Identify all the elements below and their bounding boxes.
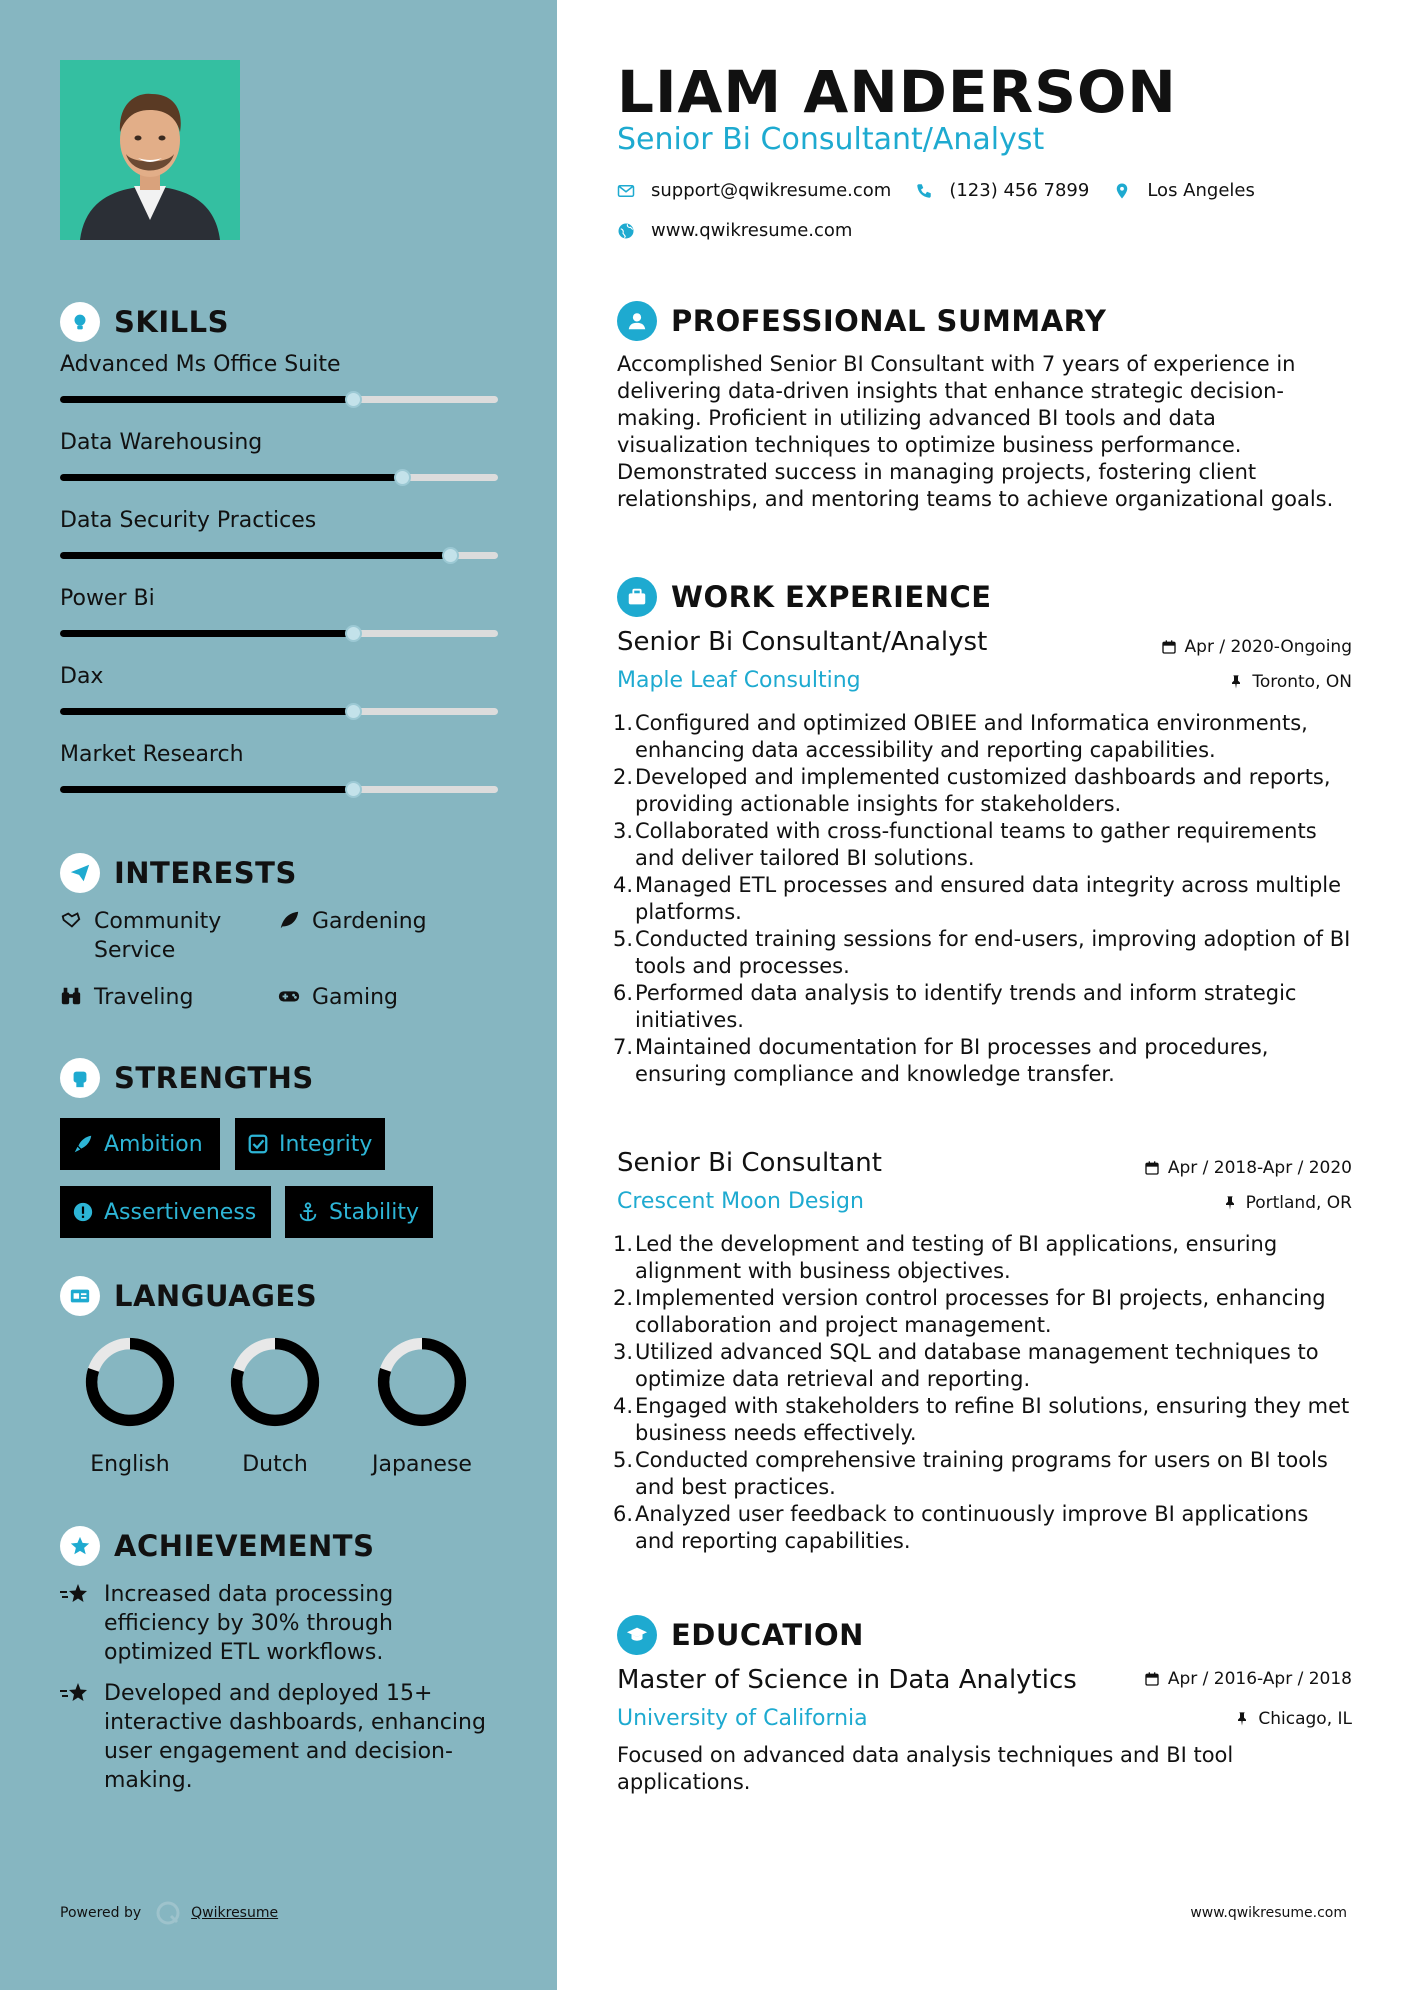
- degree-title: Master of Science in Data Analytics: [617, 1665, 1077, 1695]
- summary-title: PROFESSIONAL SUMMARY: [671, 304, 1107, 338]
- interest-item: [278, 907, 427, 936]
- skill-item: [60, 586, 500, 664]
- pushpin-icon: [1228, 674, 1244, 690]
- list-item: 5. Conducted training sessions for end-users, improving adoption of BI tools and processes.: [613, 927, 1351, 978]
- strength-tag: [285, 1186, 433, 1238]
- interest-label: Gaming: [312, 985, 398, 1010]
- language-name: Dutch: [242, 1452, 308, 1477]
- language-name: English: [90, 1452, 170, 1477]
- job-location-text: Toronto, ON: [1252, 672, 1352, 692]
- list-item: 1. Led the development and testing of BI applications, ensuring alignment with business objectives.: [613, 1232, 1278, 1283]
- list-item: 2. Implemented version control processes for BI projects, enhancing collaboration and project management.: [613, 1286, 1326, 1337]
- contact-row: [617, 180, 1255, 201]
- skill-item: [60, 430, 500, 508]
- interest-label: Gardening: [312, 909, 427, 934]
- phone-icon: [915, 182, 933, 200]
- contact-location: Los Angeles: [1147, 180, 1255, 201]
- binoculars-icon: [60, 985, 86, 1011]
- education-dates-text: Apr / 2016-Apr / 2018: [1167, 1669, 1352, 1689]
- skill-item: [60, 352, 500, 430]
- language-name: Japanese: [372, 1452, 472, 1477]
- skill-item: [60, 742, 500, 820]
- job-dates: [1144, 1158, 1352, 1178]
- briefcase-icon: [617, 577, 657, 617]
- envelope-icon: [617, 182, 635, 200]
- gamepad-icon: [278, 985, 304, 1011]
- lightbulb-icon: [60, 302, 100, 342]
- achievement-item: [60, 1580, 500, 1667]
- job-title: Senior Bi Consultant: [617, 1148, 882, 1178]
- map-pin-icon: [1113, 182, 1131, 200]
- job-location: [1222, 1193, 1352, 1213]
- calendar-icon: [1144, 1671, 1160, 1687]
- education-dates: [1144, 1669, 1352, 1689]
- languages-section: [60, 1276, 500, 1484]
- strength-tag: [60, 1186, 271, 1238]
- list-item: 5. Conducted comprehensive training programs for users on BI tools and best practices.: [613, 1448, 1328, 1499]
- interest-label: Traveling: [94, 985, 194, 1010]
- qwikresume-logo-icon: [155, 1900, 181, 1926]
- skill-item: [60, 508, 500, 586]
- candidate-role: Senior Bi Consultant/Analyst: [617, 122, 1045, 157]
- checkbox-icon: [247, 1133, 269, 1155]
- language-ring: [82, 1334, 178, 1430]
- skills-section: [60, 302, 500, 820]
- skill-name: Data Security Practices: [60, 508, 317, 533]
- achievement-text: Developed and deployed 15+ interactive dashboards, enhancing user engagement and decision-making.: [104, 1681, 486, 1793]
- strength-label: Assertiveness: [104, 1199, 257, 1225]
- user-icon: [617, 301, 657, 341]
- anchor-icon: [297, 1201, 319, 1223]
- list-item: 3. Collaborated with cross-functional teams to gather requirements and deliver tailored BI solutions.: [613, 819, 1317, 870]
- calendar-icon: [1144, 1160, 1160, 1176]
- education-location-text: Chicago, IL: [1258, 1709, 1352, 1729]
- leaf-icon: [278, 909, 304, 935]
- candidate-name: LIAM ANDERSON: [617, 58, 1177, 126]
- experience-title: WORK EXPERIENCE: [671, 580, 992, 614]
- powered-by: [60, 1900, 278, 1926]
- star-badge-icon: [60, 1526, 100, 1566]
- interest-item: [278, 983, 398, 1012]
- language-ring: [374, 1334, 470, 1430]
- interest-item: [60, 983, 193, 1012]
- experience-heading: [617, 576, 992, 618]
- calendar-icon: [1161, 639, 1177, 655]
- interests-title: INTERESTS: [114, 856, 297, 890]
- education-title: EDUCATION: [671, 1618, 864, 1652]
- skill-bar: [60, 630, 498, 637]
- strength-tag: [60, 1118, 220, 1170]
- skill-name: Data Warehousing: [60, 430, 263, 455]
- job-dates-text: Apr / 2018-Apr / 2020: [1167, 1158, 1352, 1178]
- list-item: 7. Maintained documentation for BI processes and procedures, ensuring compliance and knowledge transfer.: [613, 1035, 1269, 1086]
- job-responsibilities: [613, 710, 1352, 1088]
- star-icon: [60, 1679, 94, 1795]
- job-dates-text: Apr / 2020-Ongoing: [1184, 637, 1352, 657]
- education-text: Focused on advanced data analysis techniques and BI tool applications.: [617, 1743, 1234, 1794]
- school-name: University of California: [617, 1706, 868, 1731]
- achievements-title: ACHIEVEMENTS: [114, 1529, 375, 1563]
- rocket-icon: [72, 1133, 94, 1155]
- graduation-cap-icon: [617, 1615, 657, 1655]
- achievement-text: Increased data processing efficiency by 30% through optimized ETL workflows.: [104, 1582, 394, 1665]
- list-item: 2. Developed and implemented customized dashboards and reports, providing actionable insights for stakeholders.: [613, 765, 1331, 816]
- strength-tag: [235, 1118, 385, 1170]
- list-item: 1. Configured and optimized OBIEE and Informatica environments, enhancing data accessibility and reporting capabilities.: [613, 711, 1308, 762]
- skill-item: [60, 664, 500, 742]
- job-company: Maple Leaf Consulting: [617, 668, 861, 693]
- job-responsibilities: [613, 1231, 1352, 1555]
- list-item: 4. Engaged with stakeholders to refine BI solutions, ensuring they met business needs effectively.: [613, 1394, 1350, 1445]
- education-heading: [617, 1614, 864, 1656]
- strength-label: Stability: [329, 1199, 420, 1225]
- list-item: 4. Managed ETL processes and ensured data integrity across multiple platforms.: [613, 873, 1342, 924]
- contact-row: [617, 220, 852, 241]
- skills-list: [60, 352, 500, 820]
- languages-title: LANGUAGES: [114, 1279, 318, 1313]
- skill-name: Market Research: [60, 742, 244, 767]
- strength-label: Integrity: [279, 1131, 373, 1157]
- powered-by-label: Powered by: [60, 1905, 142, 1921]
- education-location: [1234, 1709, 1352, 1729]
- skill-name: Power Bi: [60, 586, 155, 611]
- contact-email[interactable]: support@qwikresume.com: [651, 180, 892, 201]
- list-item: 6. Performed data analysis to identify trends and inform strategic initiatives.: [613, 981, 1297, 1032]
- interest-item: [60, 907, 260, 965]
- handshake-icon: [60, 909, 86, 935]
- skills-title: SKILLS: [114, 305, 229, 339]
- skill-name: Dax: [60, 664, 104, 689]
- skill-name: Advanced Ms Office Suite: [60, 352, 341, 377]
- language-icon: [60, 1276, 100, 1316]
- interests-section: [60, 853, 500, 1047]
- skill-bar: [60, 786, 498, 793]
- list-item: 6. Analyzed user feedback to continuously improve BI applications and reporting capabilities.: [613, 1502, 1309, 1553]
- globe-icon: [617, 222, 635, 240]
- skill-bar: [60, 708, 498, 715]
- summary-heading: [617, 300, 1106, 342]
- achievements-section: [60, 1526, 500, 1795]
- profile-photo: [60, 60, 240, 240]
- job-location-text: Portland, OR: [1245, 1193, 1352, 1213]
- strengths-title: STRENGTHS: [114, 1061, 314, 1095]
- pushpin-icon: [1222, 1195, 1238, 1211]
- skill-bar: [60, 474, 498, 481]
- skill-bar: [60, 396, 498, 403]
- fist-icon: [60, 1058, 100, 1098]
- language-item: [352, 1334, 492, 1477]
- achievement-item: [60, 1679, 500, 1795]
- star-icon: [60, 1580, 94, 1667]
- exclamation-icon: [72, 1201, 94, 1223]
- language-item: [60, 1334, 200, 1477]
- paper-plane-icon: [60, 853, 100, 893]
- pushpin-icon: [1234, 1711, 1250, 1727]
- job-dates: [1161, 637, 1352, 657]
- job-location: [1228, 672, 1352, 692]
- qwikresume-link[interactable]: Qwikresume: [191, 1905, 279, 1921]
- sidebar: [0, 0, 557, 1990]
- footer-url[interactable]: www.qwikresume.com: [1190, 1905, 1347, 1921]
- list-item: 3. Utilized advanced SQL and database management techniques to optimize data retrieval and reporting.: [613, 1340, 1319, 1391]
- language-ring: [227, 1334, 323, 1430]
- language-item: [205, 1334, 345, 1477]
- contact-website[interactable]: www.qwikresume.com: [651, 220, 853, 241]
- strengths-section: [60, 1058, 500, 1258]
- job-company: Crescent Moon Design: [617, 1189, 864, 1214]
- strength-label: Ambition: [104, 1131, 203, 1157]
- interest-label: Community Service: [94, 909, 222, 963]
- job-title: Senior Bi Consultant/Analyst: [617, 627, 988, 657]
- contact-phone[interactable]: (123) 456 7899: [949, 180, 1090, 201]
- summary-text: Accomplished Senior BI Consultant with 7 years of experience in delivering data-driven insights that enhance strategic decision-making. Proficient in utilizing advanced BI tools and data visualization techniques to optimize business performance. Demonstrated success in managing projects, fostering client relationships, and mentoring teams to achieve organizational goals.: [617, 352, 1334, 511]
- skill-bar: [60, 552, 498, 559]
